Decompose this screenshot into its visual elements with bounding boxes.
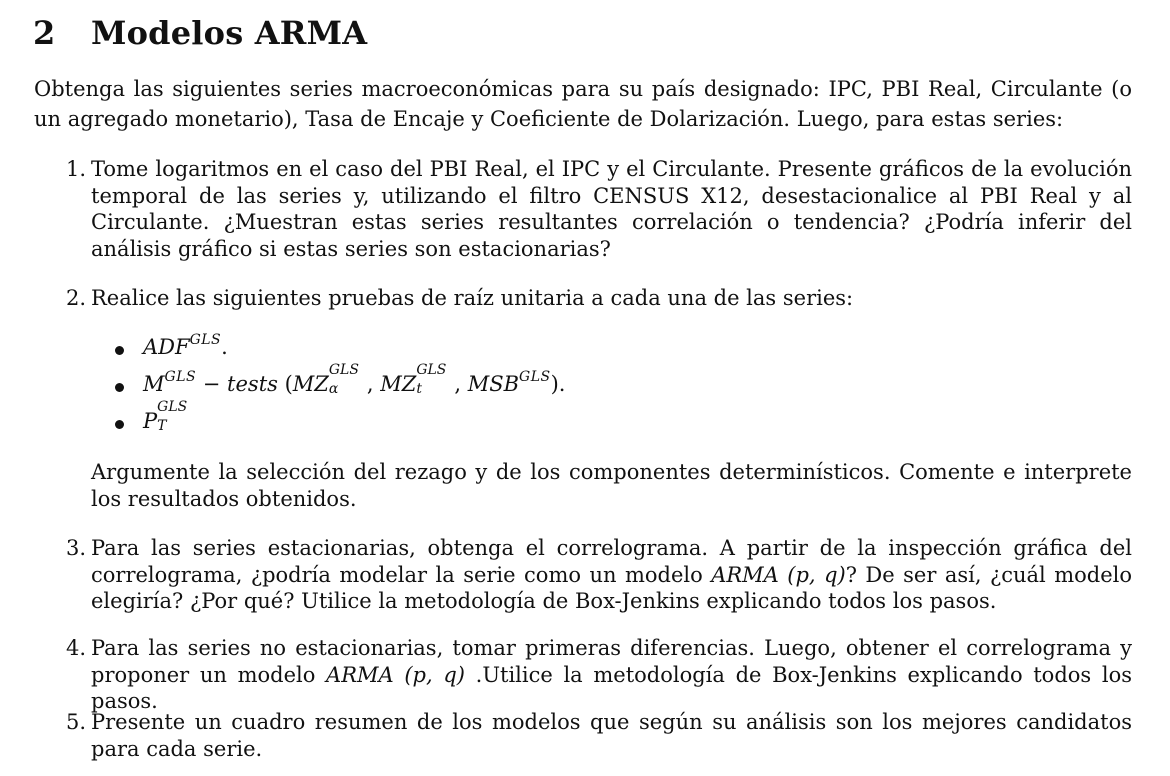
item-text: Tome logaritmos en el caso del PBI Real, el IPC y el Circulante. Presente gráficos de la evolución temporal de las series y, utilizando el filtro CENSUS X12, desestacionalice al PBI Real y al Circulante. ¿Muestran estas series resultantes correlación o tendencia? ¿Podría inferir del análisis gráfico si estas series son estacionarias? [91,157,1132,261]
msb-symbol: MSB [467,372,520,396]
section-heading [33,14,367,52]
item-number: 1. [65,157,86,181]
bullet-dot [115,383,124,392]
arma-pq: ARMA (p, q) [326,662,465,687]
item-number: 2. [65,286,86,310]
item-text: Presente un cuadro resumen de los modelos que según su análisis son los mejores candidatos para cada serie. [91,710,1132,761]
close-paren: ). [550,372,566,396]
item-text: Realice las siguientes pruebas de raíz unitaria a cada una de las series: [91,286,854,310]
section-number: 2 [33,14,56,52]
list-item-4 [60,635,1132,715]
intro-paragraph: Obtenga las siguientes series macroeconómicas para su país designado: IPC, PBI Real, Circulante (o un agregado monetario), Tasa de Encaje y Coeficiente de Dolarización. Luego, para estas series: [34,77,1132,131]
mz-t-symbol: MZ [380,372,417,396]
comma: , [454,372,468,396]
item-text: Argumente la selección del rezago y de los componentes determinísticos. Comente e interprete los resultados obtenidos. [91,460,1132,511]
msb-superscript: GLS [519,369,551,385]
mz-alpha-symbol: MZ [292,372,329,396]
item-number: 5. [65,710,86,734]
m-dash: − [196,372,228,396]
m-symbol: M [143,372,165,396]
open-paren: ( [277,372,293,396]
tests-word: tests [227,372,278,396]
list-item-2 [60,285,1132,312]
bullet-dot [115,420,124,429]
adf-tail: . [221,335,228,359]
mz-t-scripts: GLS t [416,362,447,397]
list-item-5 [60,709,1132,762]
item-number: 4. [65,636,86,660]
item-text: Para las series no estacionarias, tomar primeras diferencias. Luego, obtener el correlograma y proponer un modelo ARMA (p, q) .Utilice la metodología de Box-Jenkins explicando todos los pasos. [91,636,1132,713]
arma-pq: ARMA (p, q) [711,562,846,587]
mz-alpha-scripts: GLS α [328,362,359,397]
adf-superscript: GLS [189,332,222,348]
section-title: Modelos ARMA [91,14,368,52]
comma: , [366,372,381,396]
list-item-2-followup [60,459,1132,512]
pt-scripts: GLS T [157,399,188,434]
item-text: Para las series estacionarias, obtenga el correlograma. A partir de la inspección gráfica del correlograma, ¿podría modelar la serie como un modelo ARMA (p, q)? De ser así, ¿cuál modelo elegiría? ¿Por qué? Utilice la metodología de Box-Jenkins explicando todos los pasos. [91,536,1132,613]
adf-symbol: ADF [143,335,190,359]
m-superscript: GLS [164,369,197,385]
pt-symbol: P [143,409,158,433]
item-number: 3. [65,536,86,560]
list-item-1 [60,156,1132,262]
list-item-3 [60,535,1132,615]
bullet-dot [115,346,124,355]
